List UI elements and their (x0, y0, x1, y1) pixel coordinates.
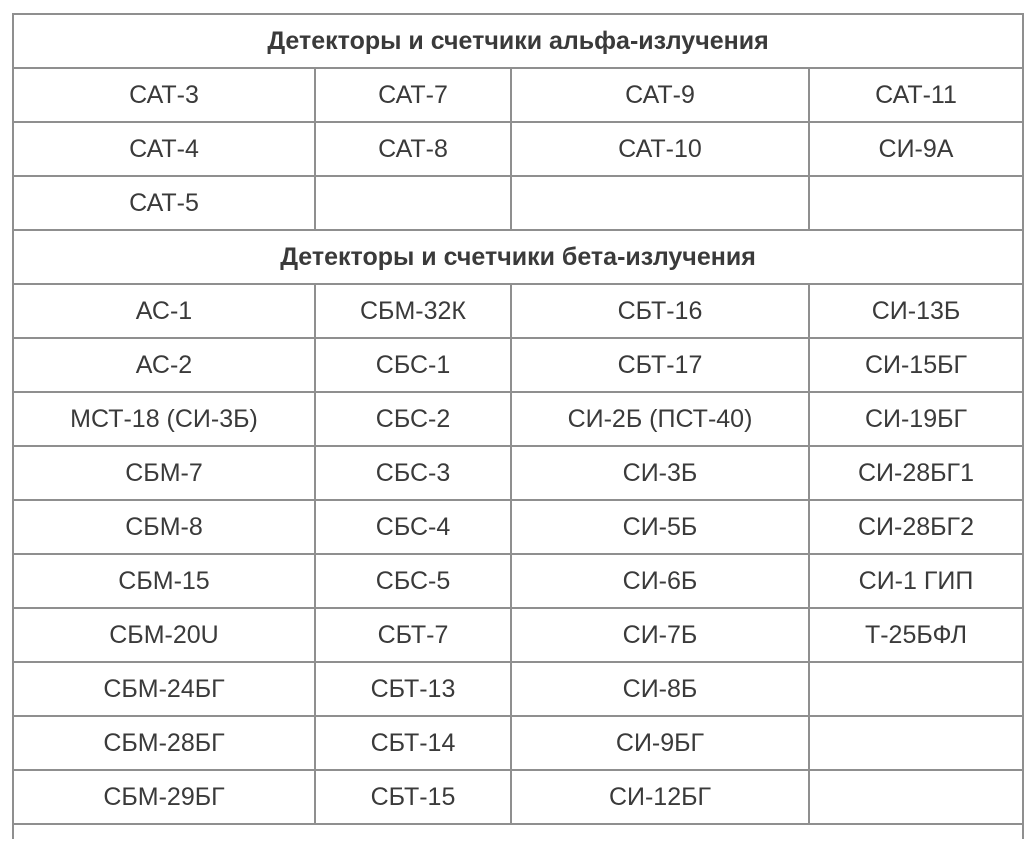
table-row (13, 662, 1023, 716)
table-cell: СБМ-7 (13, 446, 315, 500)
section-title-alpha: Детекторы и счетчики альфа-излучения (13, 14, 1023, 68)
table-cell: СБМ-15 (13, 554, 315, 608)
table-cell (809, 662, 1023, 716)
table-row (13, 392, 1023, 446)
table-cell: САТ-3 (13, 68, 315, 122)
section-title-beta: Детекторы и счетчики бета-излучения (13, 230, 1023, 284)
table-cell: САТ-9 (511, 68, 809, 122)
table-cell: СБМ-29БГ (13, 770, 315, 824)
table-cell: СБМ-28БГ (13, 716, 315, 770)
table-cell (809, 770, 1023, 824)
table-row (13, 446, 1023, 500)
table-row (13, 500, 1023, 554)
table-cell: СБС-1 (315, 338, 511, 392)
table-cell: СБС-2 (315, 392, 511, 446)
table-cell (809, 176, 1023, 230)
table-cell: СБС-4 (315, 500, 511, 554)
table-cell: СИ-2Б (ПСТ-40) (511, 392, 809, 446)
table-row (13, 122, 1023, 176)
table-cell: СИ-13Б (809, 284, 1023, 338)
table-cell (13, 824, 1023, 839)
table-cell: СБС-5 (315, 554, 511, 608)
table-cell: САТ-5 (13, 176, 315, 230)
table-cell: АС-1 (13, 284, 315, 338)
table-cell: СИ-8Б (511, 662, 809, 716)
table-cell: АС-2 (13, 338, 315, 392)
table-cell: СИ-28БГ2 (809, 500, 1023, 554)
table-cell: СИ-9А (809, 122, 1023, 176)
table-row (13, 284, 1023, 338)
table-cell: САТ-11 (809, 68, 1023, 122)
table-row (13, 770, 1023, 824)
table-cell (809, 716, 1023, 770)
table-cell: СБТ-7 (315, 608, 511, 662)
section-header-row-alpha (13, 14, 1023, 68)
table-cell: СИ-3Б (511, 446, 809, 500)
table-cell: СИ-1 ГИП (809, 554, 1023, 608)
table-cell: СИ-12БГ (511, 770, 809, 824)
table-cell: СИ-9БГ (511, 716, 809, 770)
table-cell: СБМ-32К (315, 284, 511, 338)
table-cell: САТ-4 (13, 122, 315, 176)
table-cell: СБТ-16 (511, 284, 809, 338)
table-cell: САТ-7 (315, 68, 511, 122)
table-cell: САТ-8 (315, 122, 511, 176)
table-cell: СИ-15БГ (809, 338, 1023, 392)
table-row (13, 716, 1023, 770)
table-cell: СИ-5Б (511, 500, 809, 554)
table-cell (511, 176, 809, 230)
table-cell: СИ-6Б (511, 554, 809, 608)
table-row (13, 554, 1023, 608)
table-row (13, 176, 1023, 230)
table-cell: СБМ-24БГ (13, 662, 315, 716)
table-row (13, 608, 1023, 662)
table-body (13, 14, 1023, 839)
table-cell (315, 176, 511, 230)
table-cell: СБТ-17 (511, 338, 809, 392)
table-cell: МСТ-18 (СИ-3Б) (13, 392, 315, 446)
table-row (13, 338, 1023, 392)
table-cell: СБТ-14 (315, 716, 511, 770)
table-cell: СБМ-8 (13, 500, 315, 554)
table-cell: СБТ-13 (315, 662, 511, 716)
table-row-partial (13, 824, 1023, 839)
table-row (13, 68, 1023, 122)
table-cell: Т-25БФЛ (809, 608, 1023, 662)
table-cell: САТ-10 (511, 122, 809, 176)
table-cell: СБМ-20U (13, 608, 315, 662)
table-cell: СИ-7Б (511, 608, 809, 662)
table-cell: СБТ-15 (315, 770, 511, 824)
table-cell: СИ-28БГ1 (809, 446, 1023, 500)
section-header-row-beta (13, 230, 1023, 284)
detectors-table (12, 13, 1024, 839)
table-cell: СИ-19БГ (809, 392, 1023, 446)
table-cell: СБС-3 (315, 446, 511, 500)
